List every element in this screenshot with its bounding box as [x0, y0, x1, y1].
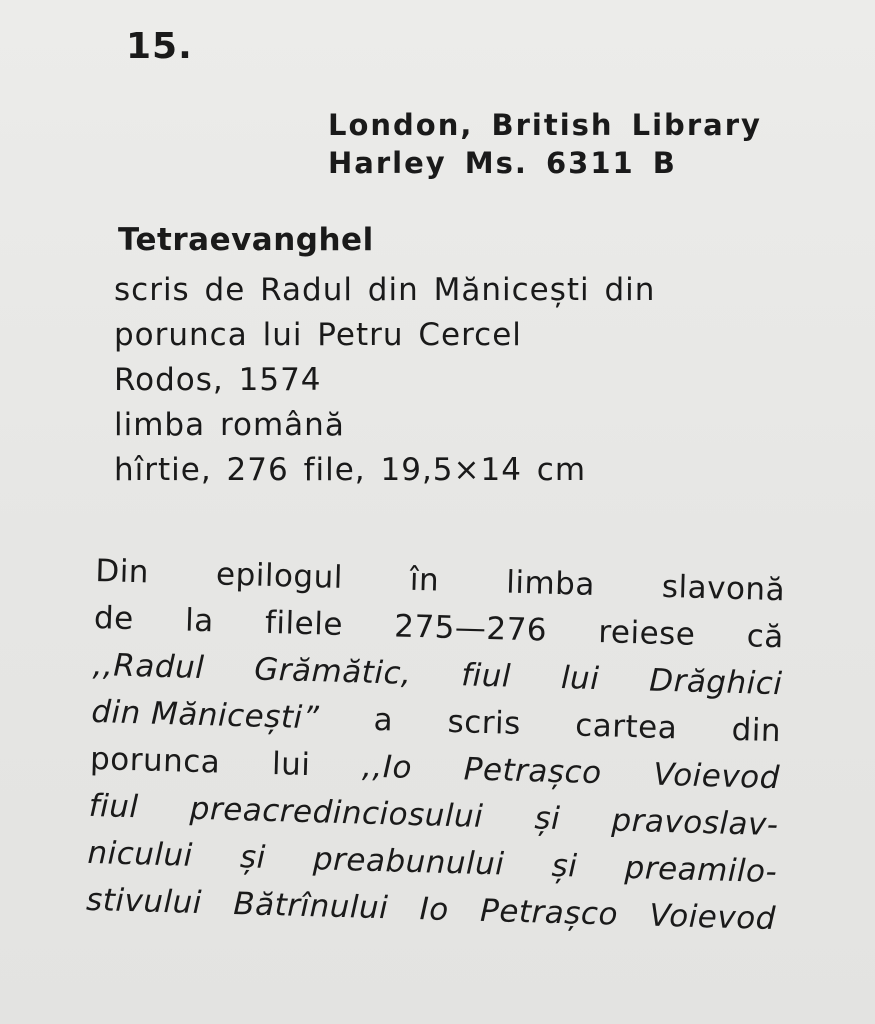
place-date: Rodos, 1574	[114, 362, 322, 398]
description-paragraph	[86, 548, 786, 943]
paragraph-line: din Mănicești” a scris cartea din	[90, 693, 782, 750]
paragraph-line: Din epilogul în limba slavonă	[94, 552, 786, 609]
paragraph-line: stivului Bătrînului Io Petrașco Voievod	[85, 881, 777, 938]
manuscript-shelfmark: Harley Ms. 6311 B	[328, 146, 677, 180]
entry-number: 15.	[126, 26, 193, 67]
scribe-line: scris de Radul din Mănicești din	[114, 272, 656, 308]
manuscript-details	[114, 268, 655, 493]
commission-line: porunca lui Petru Cercel	[114, 317, 522, 353]
paragraph-line: porunca lui ,,Io Petrașco Voievod	[89, 740, 781, 797]
library-location: London, British Library	[328, 108, 762, 142]
paragraph-line: ,,Radul Grămătic, fiul lui Drăghici	[92, 646, 783, 703]
paragraph-line: fiul preacredinciosului și pravoslav-	[88, 787, 780, 844]
paragraph-line: nicului și preabunului și preamilo-	[86, 834, 778, 891]
paragraph-line: de la filele 275—276 reiese că	[93, 599, 785, 656]
library-reference	[328, 106, 762, 182]
language: limba română	[114, 407, 345, 443]
material-dimensions: hîrtie, 276 file, 19,5×14 cm	[114, 452, 587, 488]
manuscript-title: Tetraevanghel	[118, 222, 374, 258]
